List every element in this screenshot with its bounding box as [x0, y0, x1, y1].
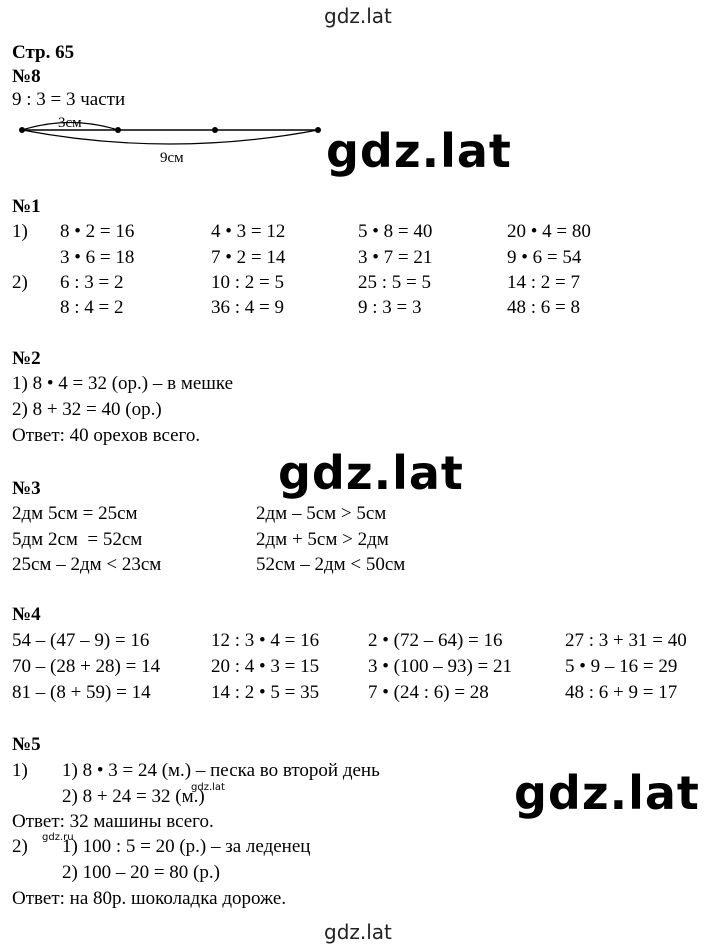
task-8-line: 9 : 3 = 3 части — [12, 89, 126, 110]
segment-label-9cm: 9см — [160, 150, 184, 166]
task-1-cell: 10 : 2 = 5 — [211, 272, 284, 293]
task-4-cell: 20 : 4 • 3 = 15 — [211, 656, 320, 677]
task-1-title: №1 — [12, 196, 41, 217]
task-1-cell: 9 • 6 = 54 — [507, 247, 582, 268]
task-2-line-2: 2) 8 + 32 = 40 (ор.) — [12, 399, 162, 420]
task-1-cell: 7 • 2 = 14 — [211, 247, 286, 268]
watermark-tiny-1: gdz.lat — [191, 782, 225, 793]
task-5-title: №5 — [12, 734, 41, 755]
task-5-step-2: 2) 8 + 24 = 32 (м.) — [62, 786, 205, 807]
task-1-cell: 3 • 7 = 21 — [358, 247, 433, 268]
task-1-cell: 20 • 4 = 80 — [507, 221, 591, 242]
task-5-step-4: 2) 100 – 20 = 80 (р.) — [62, 862, 220, 883]
task-5-step-3: 1) 100 : 5 = 20 (р.) – за леденец — [62, 836, 311, 857]
task-3-cell: 2дм + 5см > 2дм — [256, 529, 389, 550]
task-4-cell: 27 : 3 + 31 = 40 — [565, 630, 687, 651]
task-1-cell: 14 : 2 = 7 — [507, 272, 580, 293]
task-4-cell: 12 : 3 • 4 = 16 — [211, 630, 320, 651]
task-1-cell: 48 : 6 = 8 — [507, 297, 580, 318]
task-1-cell: 36 : 4 = 9 — [211, 297, 284, 318]
segment-point-3 — [212, 127, 218, 133]
segment-arc-bottom — [22, 130, 318, 144]
task-1-part-2: 2) — [12, 272, 28, 293]
segment-label-3cm: 3см — [58, 115, 82, 131]
task-5-part-2: 2) — [12, 836, 28, 857]
task-3-cell: 2дм – 5см > 5см — [256, 503, 387, 524]
task-4-cell: 2 • (72 – 64) = 16 — [368, 630, 503, 651]
task-1-part-1: 1) — [12, 221, 28, 242]
watermark-top: gdz.lat — [324, 4, 392, 28]
task-2-answer: Ответ: 40 орехов всего. — [12, 425, 201, 446]
task-4-cell: 54 – (47 – 9) = 16 — [12, 630, 150, 651]
watermark-bottom: gdz.lat — [324, 920, 392, 944]
task-4-cell: 5 • 9 – 16 = 29 — [565, 656, 678, 677]
task-1-cell: 6 : 3 = 2 — [60, 272, 124, 293]
watermark-tiny-2: gdz.ru — [42, 832, 74, 843]
task-2-title: №2 — [12, 348, 41, 369]
watermark-large-2: gdz.lat — [278, 446, 464, 500]
task-1-cell: 9 : 3 = 3 — [358, 297, 422, 318]
task-3-cell: 2дм 5см = 25см — [12, 503, 138, 524]
task-2-line-1: 1) 8 • 4 = 32 (ор.) – в мешке — [12, 373, 234, 394]
task-1-cell: 4 • 3 = 12 — [211, 221, 286, 242]
task-4-cell: 81 – (8 + 59) = 14 — [12, 682, 151, 703]
task-3-cell: 25см – 2дм < 23см — [12, 554, 162, 575]
watermark-large-1: gdz.lat — [326, 124, 512, 178]
task-3-title: №3 — [12, 478, 41, 499]
task-1-cell: 8 : 4 = 2 — [60, 297, 124, 318]
task-4-cell: 48 : 6 + 9 = 17 — [565, 682, 678, 703]
task-4-cell: 3 • (100 – 93) = 21 — [368, 656, 513, 677]
task-5-answer-2: Ответ: на 80р. шоколадка дороже. — [12, 888, 287, 909]
page-number: Стр. 65 — [12, 42, 75, 63]
task-1-cell: 5 • 8 = 40 — [358, 221, 433, 242]
task-3-cell: 5дм 2см = 52см — [12, 529, 143, 550]
task-1-cell: 3 • 6 = 18 — [60, 247, 135, 268]
task-5-part-1: 1) — [12, 760, 28, 781]
task-3-cell: 52см – 2дм < 50см — [256, 554, 406, 575]
task-1-cell: 8 • 2 = 16 — [60, 221, 135, 242]
task-4-cell: 70 – (28 + 28) = 14 — [12, 656, 161, 677]
watermark-large-3: gdz.lat — [514, 766, 700, 820]
task-5-step-1: 1) 8 • 3 = 24 (м.) – песка во второй день — [62, 760, 380, 781]
task-8-title: №8 — [12, 66, 41, 87]
task-4-cell: 7 • (24 : 6) = 28 — [368, 682, 489, 703]
task-4-cell: 14 : 2 • 5 = 35 — [211, 682, 320, 703]
task-1-cell: 25 : 5 = 5 — [358, 272, 431, 293]
task-5-answer-1: Ответ: 32 машины всего. — [12, 811, 214, 832]
task-4-title: №4 — [12, 604, 41, 625]
